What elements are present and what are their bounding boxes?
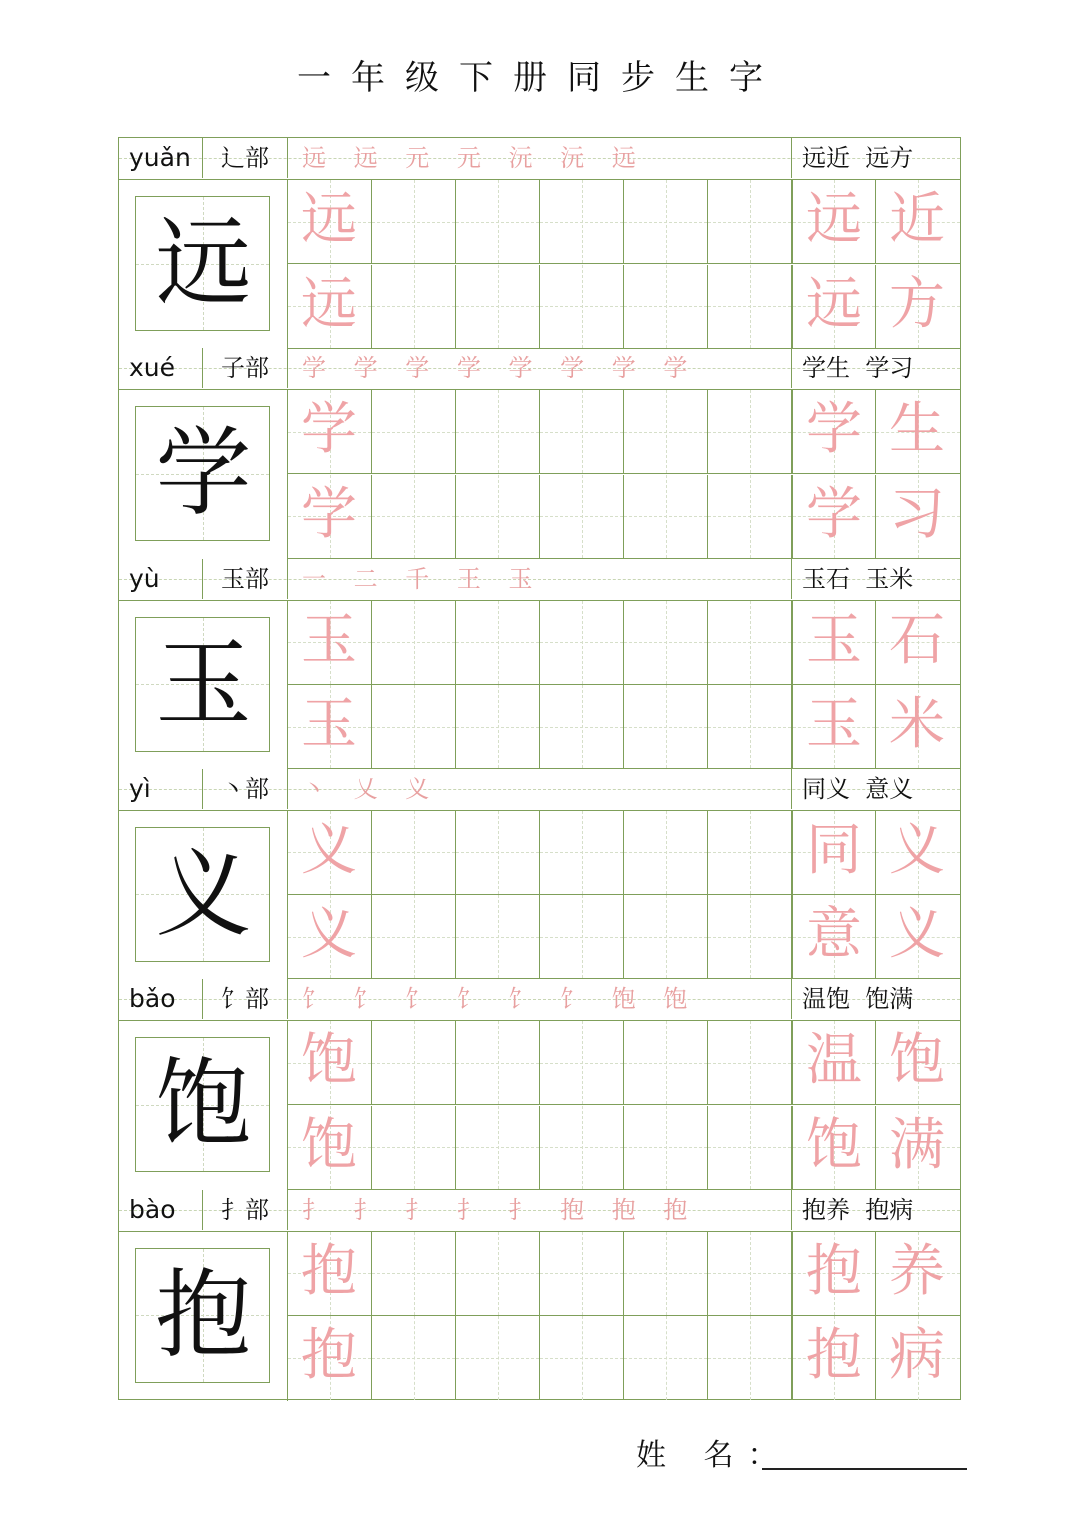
practice-cell[interactable] (624, 475, 708, 559)
word-trace-cell[interactable] (876, 685, 960, 769)
practice-cell[interactable] (372, 1021, 456, 1105)
practice-cell[interactable] (540, 1021, 624, 1105)
word-trace-cell[interactable] (792, 1106, 876, 1190)
word-trace-cell[interactable] (792, 180, 876, 264)
stroke-order-sequence: 饣 饣 饣 饣 饣 饣 饱 饱 (288, 979, 792, 1019)
word-trace-cell[interactable] (792, 265, 876, 349)
trace-character: 玉 (301, 607, 357, 673)
practice-cell[interactable] (456, 475, 540, 559)
character-header-row (119, 138, 960, 180)
practice-cell[interactable] (708, 390, 792, 474)
stroke-order-sequence: 学 学 学 学 学 学 学 学 (288, 348, 792, 388)
example-words: 玉石 玉米 (802, 564, 914, 593)
word-trace-cell[interactable] (876, 895, 960, 979)
word-trace-cell[interactable] (792, 1021, 876, 1105)
trace-character: 饱 (301, 1028, 357, 1094)
example-words: 温饱 饱满 (802, 985, 914, 1014)
practice-cell[interactable] (372, 601, 456, 685)
model-character-cell (119, 811, 288, 980)
trace-character-cell[interactable] (288, 601, 372, 685)
practice-cell[interactable] (540, 895, 624, 979)
trace-character: 玉 (301, 692, 357, 758)
trace-character: 抱 (806, 1323, 862, 1388)
practice-cell[interactable] (708, 1106, 792, 1190)
trace-character: 饱 (806, 1112, 862, 1178)
practice-cell[interactable] (456, 601, 540, 685)
radical-label: 饣部 (203, 979, 288, 1019)
practice-cell[interactable] (372, 180, 456, 264)
practice-cell[interactable] (540, 811, 624, 895)
trace-character: 米 (889, 692, 945, 758)
practice-cell[interactable] (624, 685, 708, 769)
practice-cell[interactable] (456, 685, 540, 769)
practice-cell[interactable] (372, 1106, 456, 1190)
page-title: 一年级下册同步生字 (297, 58, 783, 98)
practice-cell[interactable] (456, 1232, 540, 1316)
word-trace-cell[interactable] (792, 390, 876, 474)
practice-cell[interactable] (708, 1232, 792, 1316)
trace-character: 石 (889, 607, 945, 673)
practice-cell[interactable] (708, 1316, 792, 1400)
practice-cell[interactable] (624, 895, 708, 979)
model-character: 玉 (155, 627, 252, 740)
trace-character: 学 (301, 481, 357, 547)
practice-cell[interactable] (708, 685, 792, 769)
character-block (119, 1190, 960, 1401)
practice-cell[interactable] (624, 1316, 708, 1400)
practice-cell[interactable] (540, 475, 624, 559)
practice-cell[interactable] (456, 390, 540, 474)
character-block (119, 138, 960, 349)
practice-cell[interactable] (456, 811, 540, 895)
practice-cell[interactable] (708, 601, 792, 685)
practice-cell[interactable] (540, 180, 624, 264)
practice-cell[interactable] (372, 265, 456, 349)
pinyin-label: bào (119, 1190, 203, 1230)
example-words: 抱养 抱病 (802, 1195, 914, 1224)
practice-cell[interactable] (456, 1106, 540, 1190)
practice-grid (288, 601, 960, 770)
practice-cell[interactable] (708, 180, 792, 264)
stroke-order-sequence: 远 远 元 元 沅 沅 远 (288, 138, 792, 178)
trace-character: 远 (301, 271, 357, 337)
trace-character: 远 (806, 187, 862, 252)
practice-grid (288, 1232, 960, 1401)
example-words: 远近 远方 (802, 144, 914, 172)
model-character: 学 (155, 417, 252, 530)
practice-cell[interactable] (540, 390, 624, 474)
trace-character-cell[interactable] (288, 1316, 372, 1400)
model-character: 远 (155, 207, 252, 319)
practice-cell[interactable] (372, 895, 456, 979)
practice-cell[interactable] (372, 685, 456, 769)
model-character-cell (119, 1232, 288, 1401)
trace-character: 义 (301, 817, 357, 883)
character-block (119, 348, 960, 559)
stroke-order-sequence: 扌 扌 扌 扌 扌 抱 抱 抱 (288, 1190, 792, 1230)
model-character-box (135, 827, 270, 962)
model-character-cell (119, 601, 288, 770)
model-character-cell (119, 390, 288, 559)
trace-character: 饱 (889, 1028, 945, 1094)
trace-character-cell[interactable] (288, 265, 372, 349)
trace-character-cell[interactable] (288, 390, 372, 474)
trace-character-cell[interactable] (288, 1021, 372, 1105)
word-trace-cell[interactable] (876, 180, 960, 264)
word-trace-cell[interactable] (876, 1106, 960, 1190)
trace-character: 玉 (806, 607, 862, 673)
trace-character: 学 (806, 397, 862, 463)
trace-character: 义 (889, 817, 945, 883)
model-character-box (135, 1248, 270, 1383)
practice-cell[interactable] (624, 390, 708, 474)
practice-sheet (118, 137, 961, 1400)
practice-cell[interactable] (540, 1106, 624, 1190)
trace-character-cell[interactable] (288, 895, 372, 979)
trace-character-cell[interactable] (288, 180, 372, 264)
word-trace-cell[interactable] (792, 685, 876, 769)
trace-character: 义 (301, 902, 357, 968)
trace-character: 饱 (301, 1112, 357, 1178)
character-header-row (119, 348, 960, 390)
trace-character: 温 (806, 1028, 862, 1094)
practice-cell[interactable] (624, 1232, 708, 1316)
word-trace-cell[interactable] (876, 1021, 960, 1105)
trace-character: 方 (889, 271, 945, 337)
pinyin-label: yuǎn (119, 138, 203, 178)
model-character-box (135, 617, 270, 752)
trace-character: 生 (889, 397, 945, 463)
pinyin-label: yù (119, 559, 203, 599)
word-trace-cell[interactable] (792, 811, 876, 895)
model-character: 饱 (155, 1048, 252, 1161)
character-header-row (119, 769, 960, 811)
word-trace-cell[interactable] (876, 265, 960, 349)
trace-character: 满 (889, 1112, 945, 1178)
practice-cell[interactable] (708, 895, 792, 979)
trace-character: 近 (889, 187, 945, 252)
word-trace-cell[interactable] (792, 1232, 876, 1316)
trace-character-cell[interactable] (288, 685, 372, 769)
practice-cell[interactable] (372, 475, 456, 559)
trace-character: 病 (889, 1323, 945, 1388)
radical-label: 玉部 (203, 559, 288, 599)
practice-cell[interactable] (372, 390, 456, 474)
name-label: 姓 名： (636, 1438, 792, 1473)
character-header-row (119, 559, 960, 601)
practice-cell[interactable] (372, 1232, 456, 1316)
word-trace-cell[interactable] (876, 811, 960, 895)
radical-label: 扌部 (203, 1190, 288, 1230)
practice-grid (288, 1021, 960, 1190)
practice-grid (288, 180, 960, 349)
practice-grid (288, 811, 960, 980)
trace-character-cell[interactable] (288, 475, 372, 559)
example-words: 学生 学习 (802, 354, 914, 383)
practice-cell[interactable] (708, 1021, 792, 1105)
practice-cell[interactable] (624, 1021, 708, 1105)
practice-cell[interactable] (624, 180, 708, 264)
trace-character: 养 (889, 1238, 945, 1304)
trace-character: 学 (301, 397, 357, 463)
practice-cell[interactable] (540, 1232, 624, 1316)
practice-cell[interactable] (624, 601, 708, 685)
pinyin-label: xué (119, 348, 203, 388)
trace-character: 义 (889, 902, 945, 968)
word-trace-cell[interactable] (876, 475, 960, 559)
word-trace-cell[interactable] (876, 390, 960, 474)
practice-cell[interactable] (540, 1316, 624, 1400)
practice-cell[interactable] (456, 180, 540, 264)
practice-cell[interactable] (372, 811, 456, 895)
pinyin-label: yì (119, 769, 203, 809)
character-block (119, 979, 960, 1190)
model-character: 抱 (155, 1258, 252, 1371)
example-words: 同义 意义 (802, 774, 914, 803)
word-trace-cell[interactable] (876, 601, 960, 685)
trace-character: 远 (301, 187, 357, 252)
character-block (119, 559, 960, 770)
word-trace-cell[interactable] (876, 1232, 960, 1316)
word-trace-cell[interactable] (792, 1316, 876, 1400)
stroke-order-sequence: 丶 乂 义 (288, 769, 792, 809)
practice-cell[interactable] (624, 265, 708, 349)
trace-character: 抱 (301, 1323, 357, 1388)
model-character-cell (119, 1021, 288, 1190)
practice-cell[interactable] (540, 685, 624, 769)
practice-cell[interactable] (624, 811, 708, 895)
model-character-box (135, 406, 270, 541)
practice-cell[interactable] (456, 1021, 540, 1105)
radical-label: 辶部 (203, 138, 288, 178)
model-character: 义 (155, 837, 252, 950)
character-header-row (119, 979, 960, 1021)
radical-label: 子部 (203, 348, 288, 388)
practice-cell[interactable] (456, 1316, 540, 1400)
trace-character: 习 (889, 481, 945, 547)
trace-character: 抱 (301, 1238, 357, 1304)
character-block (119, 769, 960, 980)
trace-character: 学 (806, 481, 862, 547)
practice-cell[interactable] (708, 811, 792, 895)
practice-cell[interactable] (540, 601, 624, 685)
radical-label: 丶部 (203, 769, 288, 809)
name-blank-line[interactable] (762, 1468, 967, 1470)
practice-cell[interactable] (708, 265, 792, 349)
trace-character: 意 (806, 902, 862, 968)
word-trace-cell[interactable] (792, 895, 876, 979)
practice-cell[interactable] (456, 895, 540, 979)
model-character-box (135, 1037, 270, 1172)
pinyin-label: bǎo (119, 979, 203, 1019)
practice-cell[interactable] (540, 265, 624, 349)
practice-grid (288, 390, 960, 559)
practice-cell[interactable] (372, 1316, 456, 1400)
trace-character: 远 (806, 271, 862, 337)
character-header-row (119, 1190, 960, 1232)
word-trace-cell[interactable] (876, 1316, 960, 1400)
model-character-box (135, 196, 270, 331)
trace-character-cell[interactable] (288, 1232, 372, 1316)
trace-character: 玉 (806, 692, 862, 758)
practice-cell[interactable] (708, 475, 792, 559)
trace-character-cell[interactable] (288, 1106, 372, 1190)
model-character-cell (119, 180, 288, 349)
trace-character: 抱 (806, 1238, 862, 1304)
word-trace-cell[interactable] (792, 475, 876, 559)
trace-character: 同 (806, 817, 862, 883)
practice-cell[interactable] (624, 1106, 708, 1190)
word-trace-cell[interactable] (792, 601, 876, 685)
practice-cell[interactable] (456, 265, 540, 349)
stroke-order-sequence: 一 二 千 王 玉 (288, 559, 792, 599)
trace-character-cell[interactable] (288, 811, 372, 895)
